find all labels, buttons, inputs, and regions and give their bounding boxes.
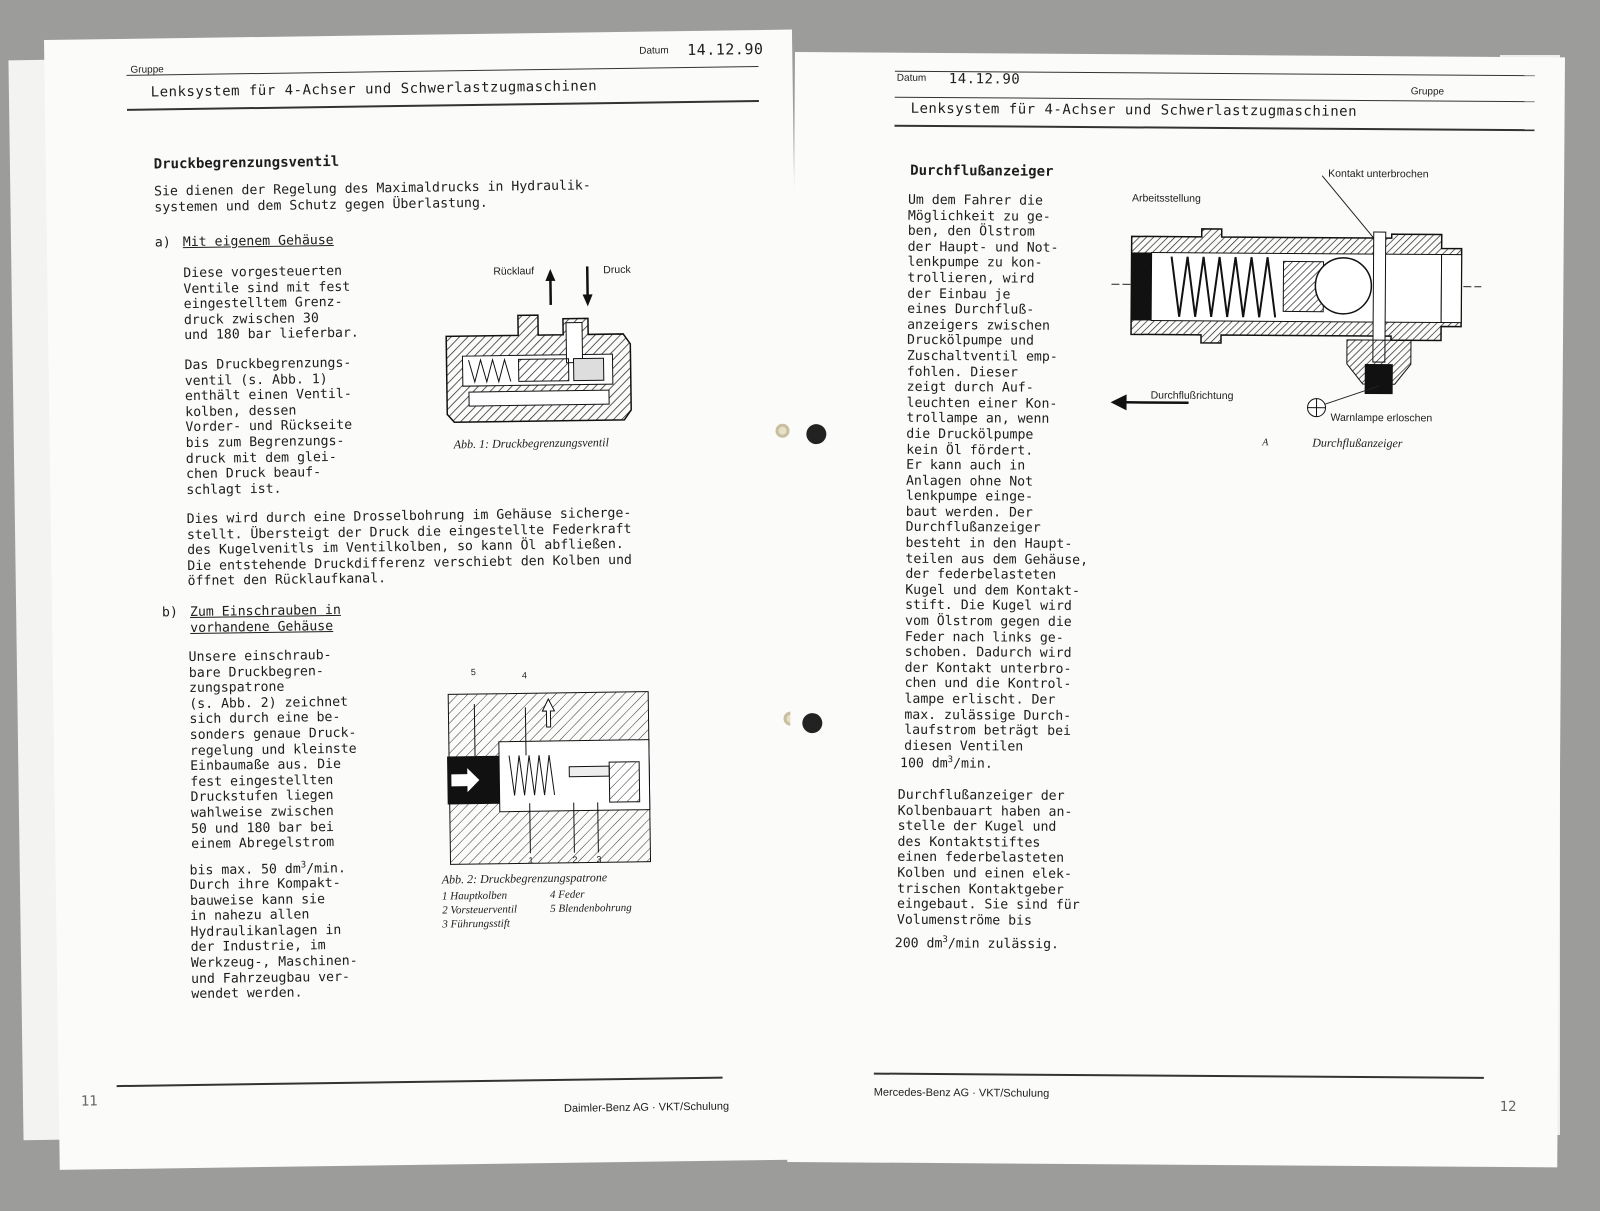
part-b-title: Zum Einschrauben in bbox=[189, 602, 341, 621]
part-a-paragraph: Diese vorgesteuerten Ventile sind mit fest eingestelltem Grenz- druck zwischen 30 und 180 bar lieferbar. bbox=[183, 263, 359, 344]
figure2-callout: 5 bbox=[470, 667, 476, 678]
figure2-callout: 3 bbox=[596, 854, 602, 865]
part-a-marker: a) bbox=[154, 235, 171, 251]
figure1-label-druck: Druck bbox=[603, 263, 631, 277]
part-b-flow-line: bis max. 50 $dm^3/\min$. bbox=[189, 860, 346, 879]
punch-hole bbox=[775, 424, 789, 438]
footer-company: Daimler-Benz AG · VKT/Schulung bbox=[563, 1100, 730, 1115]
figure1-label-rucklauf: Rücklauf bbox=[493, 265, 535, 278]
page-number: 12 bbox=[1499, 1098, 1517, 1116]
figure-label-arbeitsstellung: Arbeitsstellung bbox=[1131, 192, 1201, 205]
part-a-title: Mit eigenem Gehäuse bbox=[182, 232, 334, 251]
footer-rule bbox=[874, 1073, 1484, 1079]
flow-indicator-drawing bbox=[1110, 172, 1482, 425]
header-rule bbox=[894, 125, 1534, 131]
header-rule bbox=[127, 100, 759, 111]
figure2-legend-item: 2 Vorsteuerventil bbox=[442, 903, 518, 917]
footer-rule bbox=[117, 1077, 723, 1087]
figure-label-richtung: Durchflußrichtung bbox=[1150, 389, 1234, 403]
part-b-marker: b) bbox=[161, 605, 179, 621]
footer-company: Mercedes-Benz AG · VKT/Schulung bbox=[873, 1086, 1050, 1100]
figure-caption-letter: A bbox=[1262, 437, 1269, 449]
part-b-title: vorhandene Gehäuse bbox=[190, 619, 334, 637]
figure1-valve-drawing bbox=[437, 261, 659, 444]
figure-caption: Durchflußanzeiger bbox=[1312, 435, 1403, 451]
section-title: Durchflußanzeiger bbox=[910, 162, 1054, 180]
figure2-legend-item: 3 Führungsstift bbox=[442, 917, 511, 931]
figure-label-kontakt: Kontakt unterbrochen bbox=[1328, 167, 1429, 181]
gruppe-label: Gruppe bbox=[1410, 86, 1445, 98]
figure2-callout: 4 bbox=[521, 670, 528, 681]
part-b-paragraph: Unsere einschraub- bare Druckbegren- zungspatrone (s. Abb. 2) zeichnet sich durch eine be- sonders genaue Druck- regelung und kleinste Einbaumaße aus. Die fest eingestellten Druckstufen liegen wahlweise zwischen 50 und 180 bar bei einem Abregelstrom bbox=[188, 648, 357, 853]
section-title: Druckbegrenzungsventil bbox=[153, 153, 340, 173]
part-a-paragraph: Das Druckbegrenzungs- ventil (s. Abb. 1) enthält einen Ventil- kolben, dessen Vorder- und Rückseite bis zum Begrenzungs- druck mit dem glei- chen Druck beauf- schlagt ist. bbox=[184, 355, 353, 498]
datum-label: Datum bbox=[639, 45, 669, 57]
header-title: Lenksystem für 4-Achser und Schwerlastzugmaschinen bbox=[910, 100, 1358, 120]
figure2-callout: 1 bbox=[528, 855, 534, 866]
figure2-cartridge-drawing bbox=[438, 661, 661, 874]
figure2-caption: Abb. 2: Druckbegrenzungspatrone bbox=[441, 870, 608, 887]
left-page bbox=[44, 30, 808, 1170]
figure2-callout: 2 bbox=[572, 854, 578, 865]
figure1-caption: Abb. 1: Druckbegrenzungsventil bbox=[453, 435, 609, 452]
datum-label: Datum bbox=[896, 72, 927, 84]
part-b-paragraph: Durch ihre Kompakt- bauweise kann sie in nahezu allen Hydraulikanlagen in der Industrie, im Werkzeug-, Maschinen- und Fahrzeugbau ver- wendet werden. bbox=[189, 875, 358, 1003]
punch-hole bbox=[806, 424, 826, 444]
figure-label-warnlampe: Warnlampe erloschen bbox=[1330, 411, 1433, 425]
intro-text: Sie dienen der Regelung des Maximaldrucks in Hydraulik- systemen und dem Schutz gegen Überlastung. bbox=[154, 178, 591, 216]
header-title: Lenksystem für 4-Achser und Schwerlastzugmaschinen bbox=[150, 78, 598, 101]
body-paragraph: Durchflußanzeiger der Kolbenbauart haben an- stelle der Kugel und des Kontaktstiftes einen federbelasteten Kolben und einen elek- trischen Kontaktgeber eingebaut. Sie sind für Volumenströme bis bbox=[896, 787, 1080, 929]
figure2-legend-item: 4 Feder bbox=[549, 888, 585, 902]
body-paragraph: Um dem Fahrer die Möglichkeit zu ge- ben, den Ölstrom der Haupt- und Not- lenkpumpe zu kon- trollieren, wird der Einbau je eines Durchfluß- anzeigers zwischen Druckölpumpe und Zuschaltventil emp- fohlen. Dieser zeigt durch Auf- leuchten einer Kon- trollampe an, wenn die Druckölpumpe kein Öl fördert. Er kann auch in Anlagen ohne Not lenkpumpe einge- baut werden. Der Durchflußanzeiger besteht in den Haupt- teilen aus dem Gehäuse, der federbelasteten Kugel und dem Kontakt- stift. Die Kugel wird vom Ölstrom gegen die Feder nach links ge- schoben. Dadurch wird der Kontakt unterbro- chen und die Kontrol- lampe erlischt. Der max. zulässige Durch- laufstrom beträgt bei diesen Ventilen bbox=[904, 192, 1089, 755]
flow-value-line: 100 $dm^3/\min$. bbox=[899, 755, 993, 772]
gruppe-label: Gruppe bbox=[130, 64, 164, 76]
header-rule bbox=[126, 66, 758, 76]
part-a-paragraph: Dies wird durch eine Drosselbohrung im Gehäuse sicherge- stellt. Übersteigt der Druck die eingestellte Federkraft des Kugelvenitls im Ventilkolben, so kann Öl abfließen. Die entstehende Druckdifferenz verschiebt den Kolben und öffnet den Rücklaufkanal. bbox=[186, 505, 633, 590]
punch-hole bbox=[802, 713, 822, 733]
right-page bbox=[787, 52, 1565, 1167]
figure2-legend-item: 5 Blendenbohrung bbox=[550, 901, 632, 916]
flow-value-line: 200 $dm^3/\min$ zulässig. bbox=[894, 935, 1060, 953]
page-number: 11 bbox=[80, 1093, 98, 1110]
header-date: 14.12.90 bbox=[687, 39, 764, 60]
figure2-legend-item: 1 Hauptkolben bbox=[441, 889, 508, 903]
header-date: 14.12.90 bbox=[948, 71, 1021, 88]
